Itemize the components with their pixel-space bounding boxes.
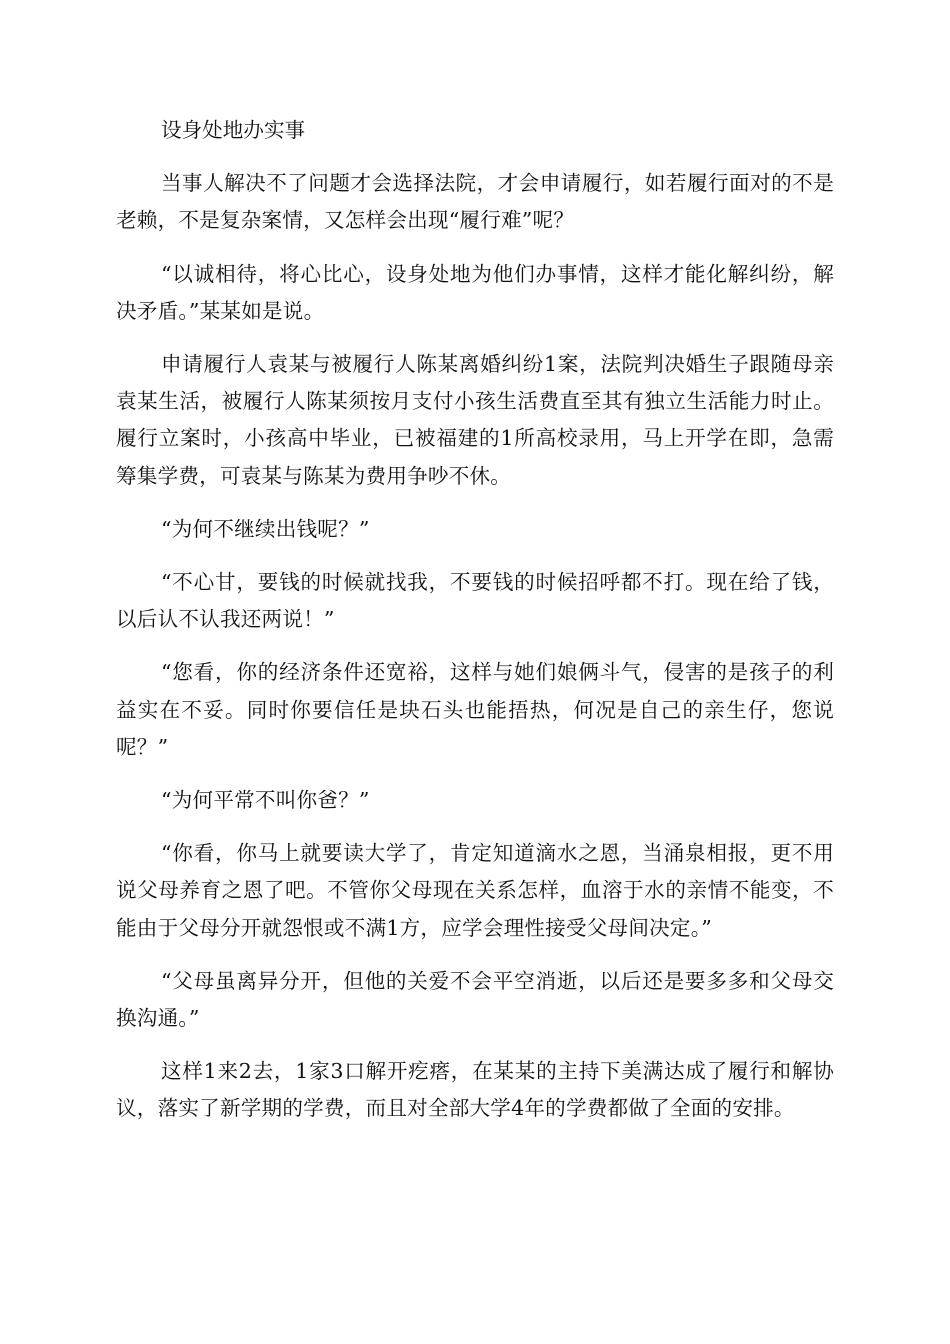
article-title: 设身处地办实事 xyxy=(161,118,306,142)
paragraph-3: 申请履行人袁某与被履行人陈某离婚纠纷1案，法院判决婚生子跟随母亲袁某生活，被履行人陈某须按月支付小孩生活费直至其有独立生活能力时止。履行立案时，小孩高中毕业，已被福建的1所高校录用，马上开学在即，急需筹集学费，可袁某与陈某为费用争吵不休。 xyxy=(116,352,834,488)
paragraph-6: “您看，你的经济条件还宽裕，这样与她们娘俩斗气，侵害的是孩子的利益实在不妥。同时你要信任是块石头也能捂热，何况是自己的亲生仔，您说呢？” xyxy=(116,660,834,759)
paragraph-4: “为何不继续出钱呢？” xyxy=(161,516,370,541)
paragraph-5: “不心甘，要钱的时候就找我，不要钱的时候招呼都不打。现在给了钱，以后认不认我还两说！” xyxy=(116,570,834,632)
paragraph-8: “你看，你马上就要读大学了，肯定知道滴水之恩，当涌泉相报，更不用说父母养育之恩了吧。不管你父母现在关系怎样，血溶于水的亲情不能变，不能由于父母分开就怨恨或不满1方，应学会理性接受父母间决定。” xyxy=(116,841,834,940)
document-body xyxy=(116,112,834,1144)
paragraph-7: “为何平常不叫你爸？” xyxy=(161,788,370,813)
paragraph-1: 当事人解决不了问题才会选择法院，才会申请履行，如若履行面对的不是老赖，不是复杂案情，又怎样会出现“履行难”呢？ xyxy=(116,171,834,233)
paragraph-2: “以诚相待，将心比心，设身处地为他们办事情，这样才能化解纠纷，解决矛盾。”某某如是说。 xyxy=(116,261,834,323)
paragraph-9: “父母虽离异分开，但他的关爱不会平空消逝，以后还是要多多和父母交换沟通。” xyxy=(116,968,834,1031)
paragraph-10: 这样1来2去，1家3口解开疙瘩，在某某的主持下美满达成了履行和解协议，落实了新学期的学费，而且对全部大学4年的学费都做了全面的安排。 xyxy=(116,1059,834,1121)
